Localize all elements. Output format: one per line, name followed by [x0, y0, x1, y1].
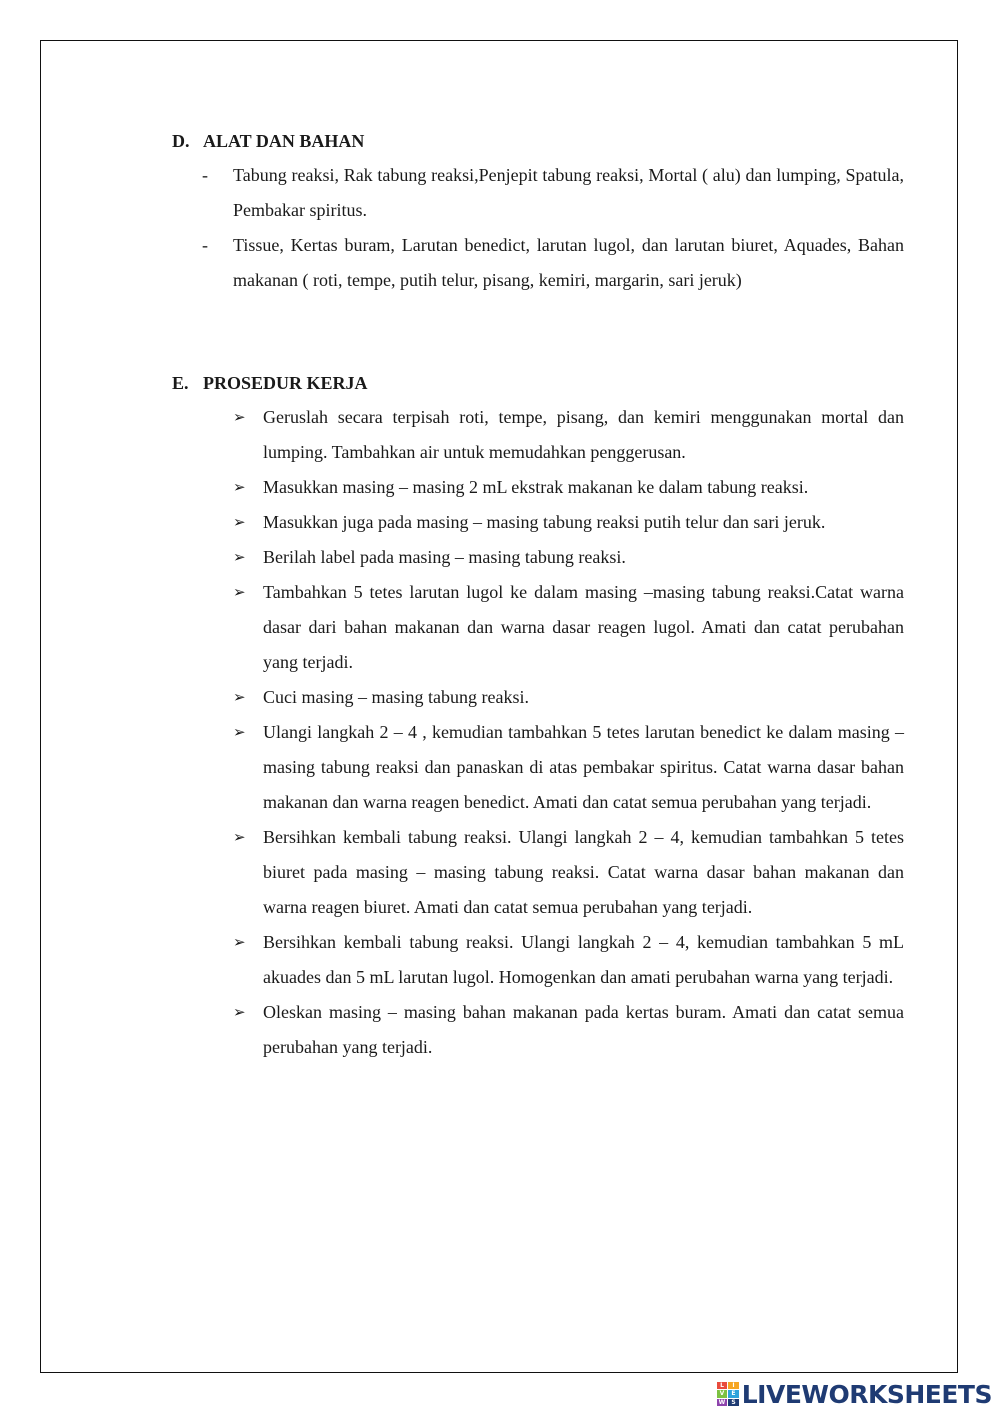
section-letter: E.	[172, 373, 189, 393]
list-item	[172, 228, 904, 298]
procedure-step-text: Cuci masing – masing tabung reaksi.	[263, 687, 529, 707]
logo-tile: V	[717, 1390, 728, 1397]
procedure-step-text: Geruslah secara terpisah roti, tempe, pisang, dan kemiri menggunakan mortal dan lumping. Tambahkan air untuk memudahkan penggerusan.	[263, 407, 904, 462]
bullet-gap	[202, 158, 233, 228]
dash-bullet: -	[202, 235, 208, 255]
procedure-step-text: Ulangi langkah 2 – 4 , kemudian tambahkan 5 tetes larutan benedict ke dalam masing – masing tabung reaksi dan panaskan di atas pembakar spiritus. Catat warna dasar bahan makanan dan warna reagen benedict. Amati dan catat semua perubahan yang terjadi.	[263, 722, 904, 812]
logo-tile: S	[728, 1399, 739, 1406]
arrow-bullet-icon: ➢	[233, 548, 246, 566]
dash-bullet: -	[202, 165, 208, 185]
section-title: ALAT DAN BAHAN	[203, 131, 365, 151]
procedure-list	[172, 400, 904, 1065]
section-heading	[172, 128, 904, 154]
logo-tile: E	[728, 1390, 739, 1397]
arrow-bullet-icon: ➢	[233, 478, 246, 496]
section-letter: D.	[172, 131, 190, 151]
procedure-step-text: Masukkan masing – masing 2 mL ekstrak makanan ke dalam tabung reaksi.	[263, 477, 809, 497]
list-item-text: Tissue, Kertas buram, Larutan benedict, larutan lugol, dan larutan biuret, Aquades, Bahan makanan ( roti, tempe, putih telur, pisang, kemiri, margarin, sari jeruk)	[233, 235, 904, 290]
procedure-step	[172, 470, 904, 505]
section-d	[172, 128, 904, 298]
procedure-step-text: Bersihkan kembali tabung reaksi. Ulangi langkah 2 – 4, kemudian tambahkan 5 mL akuades dan 5 mL larutan lugol. Homogenkan dan amati perubahan warna yang terjadi.	[263, 932, 904, 987]
arrow-bullet-icon: ➢	[233, 723, 246, 741]
list-item	[172, 158, 904, 228]
logo-tile: W	[718, 1398, 726, 1406]
arrow-bullet-icon: ➢	[233, 933, 246, 951]
section-e	[172, 370, 904, 1065]
procedure-step	[172, 995, 904, 1065]
procedure-step	[172, 715, 904, 820]
arrow-bullet-icon: ➢	[233, 1003, 246, 1021]
section-title: PROSEDUR KERJA	[203, 373, 368, 393]
procedure-step	[172, 505, 904, 540]
procedure-step	[172, 680, 904, 715]
logo-tile: I	[728, 1382, 739, 1389]
liveworksheets-logo-icon	[717, 1382, 739, 1406]
procedure-step-text: Bersihkan kembali tabung reaksi. Ulangi langkah 2 – 4, kemudian tambahkan 5 tetes biuret pada masing – masing tabung reaksi. Catat warna dasar bahan makanan dan warna reagen biuret. Amati dan catat semua perubahan yang terjadi.	[263, 827, 904, 917]
procedure-step-text: Masukkan juga pada masing – masing tabung reaksi putih telur dan sari jeruk.	[263, 512, 826, 532]
arrow-bullet-icon: ➢	[233, 513, 246, 531]
procedure-step	[172, 925, 904, 995]
arrow-bullet-icon: ➢	[233, 583, 246, 601]
procedure-step	[172, 575, 904, 680]
document-content	[172, 128, 904, 1065]
materials-list	[172, 158, 904, 298]
list-item-text: Tabung reaksi, Rak tabung reaksi,Penjepit tabung reaksi, Mortal ( alu) dan lumping, Spatula, Pembakar spiritus.	[233, 165, 904, 220]
procedure-step-text: Berilah label pada masing – masing tabung reaksi.	[263, 547, 626, 567]
bullet-gap	[202, 228, 233, 298]
liveworksheets-watermark	[717, 1378, 992, 1410]
watermark-text: LIVEWORKSHEETS	[741, 1379, 992, 1409]
procedure-step-text: Oleskan masing – masing bahan makanan pada kertas buram. Amati dan catat semua perubahan yang terjadi.	[263, 1002, 904, 1057]
arrow-bullet-icon: ➢	[233, 828, 246, 846]
procedure-step-text: Tambahkan 5 tetes larutan lugol ke dalam masing –masing tabung reaksi.Catat warna dasar dari bahan makanan dan warna dasar reagen lugol. Amati dan catat perubahan yang terjadi.	[263, 582, 904, 672]
procedure-step	[172, 540, 904, 575]
logo-tile: L	[717, 1382, 728, 1389]
arrow-bullet-icon: ➢	[233, 688, 246, 706]
section-heading	[172, 370, 904, 396]
procedure-step	[172, 400, 904, 470]
procedure-step	[172, 820, 904, 925]
arrow-bullet-icon: ➢	[233, 408, 246, 426]
